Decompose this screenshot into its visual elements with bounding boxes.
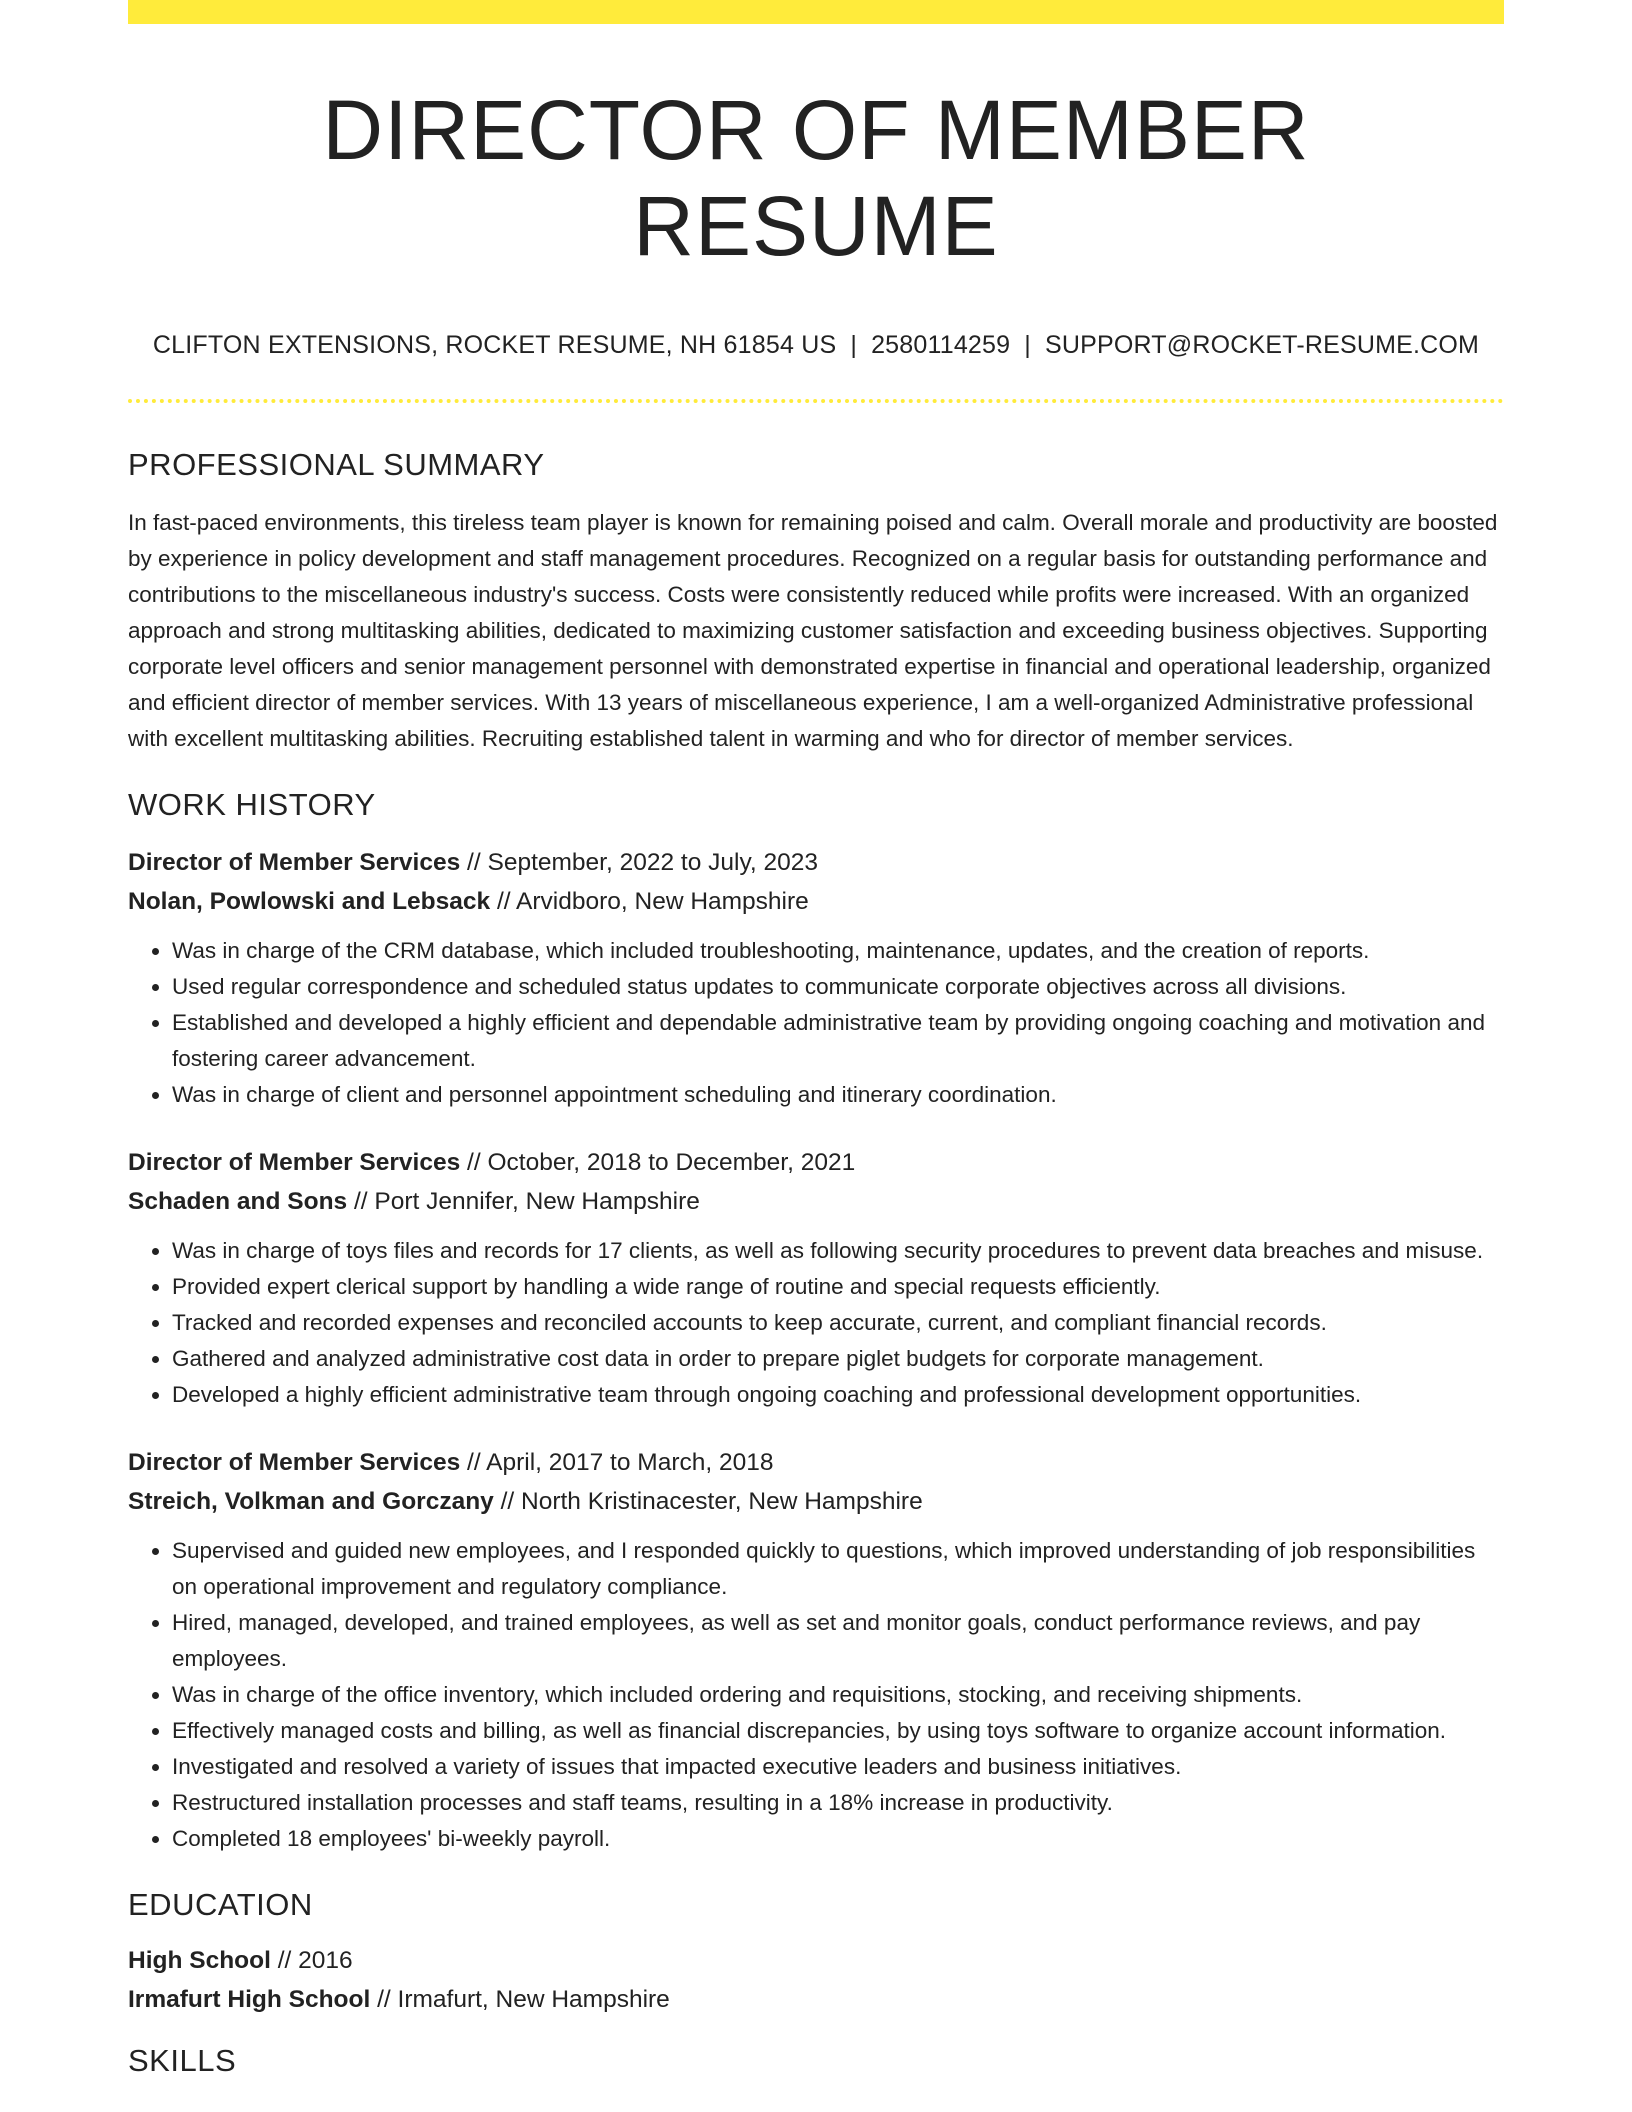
job-bullet: • Supervised and guided new employees, and I responded quickly to questions, which improved understanding of job responsibilities on operational improvement and regulatory compliance. — [172, 1533, 1504, 1605]
job-location: // North Kristinacester, New Hampshire — [493, 1488, 923, 1515]
contact-separator: | — [1024, 331, 1031, 359]
contact-address: CLIFTON EXTENSIONS, ROCKET RESUME, NH 61854 US — [152, 331, 837, 359]
resume-page — [128, 0, 1504, 2079]
job-role-line — [128, 843, 1504, 882]
contact-phone: 2580114259 — [871, 331, 1011, 359]
job-company-line — [128, 1482, 1504, 1521]
job-bullet: • Was in charge of the CRM database, which included troubleshooting, maintenance, updates, and the creation of reports. — [172, 933, 1504, 969]
job-location: // Arvidboro, New Hampshire — [490, 888, 809, 915]
education-heading: EDUCATION — [128, 1887, 313, 1922]
job-bullet: • Effectively managed costs and billing, as well as financial discrepancies, by using toys software to organize account information. — [172, 1713, 1504, 1749]
job-bullet: • Was in charge of the office inventory, which included ordering and requisitions, stocking, and receiving shipments. — [172, 1677, 1504, 1713]
job-bullet: • Investigated and resolved a variety of issues that impacted executive leaders and business initiatives. — [172, 1749, 1504, 1785]
job-bullet: • Established and developed a highly efficient and dependable administrative team by providing ongoing coaching and motivation and fostering career advancement. — [172, 1005, 1504, 1077]
summary-heading: PROFESSIONAL SUMMARY — [128, 447, 545, 482]
job-dates: // September, 2022 to July, 2023 — [460, 849, 819, 876]
job-dates: // October, 2018 to December, 2021 — [460, 1149, 856, 1176]
job-role-line — [128, 1443, 1504, 1482]
job-entry — [128, 843, 1504, 1113]
job-role: Director of Member Services — [128, 1449, 461, 1476]
job-role: Director of Member Services — [128, 1149, 461, 1176]
job-role-line — [128, 1143, 1504, 1182]
education-location: // Irmafurt, New Hampshire — [370, 1986, 670, 2013]
accent-top-bar — [128, 0, 1504, 24]
contact-email[interactable]: SUPPORT@ROCKET-RESUME.COM — [1044, 331, 1480, 359]
job-bullet: • Developed a highly efficient administrative team through ongoing coaching and professional development opportunities. — [172, 1377, 1504, 1413]
job-bullet: • Completed 18 employees' bi-weekly payroll. — [172, 1821, 1504, 1857]
job-bullets — [128, 933, 1504, 1113]
education-school: Irmafurt High School — [128, 1986, 371, 2013]
job-bullet: • Was in charge of client and personnel appointment scheduling and itinerary coordination. — [172, 1077, 1504, 1113]
education-school-line — [128, 1980, 1504, 2019]
job-company: Streich, Volkman and Gorczany — [128, 1488, 494, 1515]
summary-text: In fast-paced environments, this tireless team player is known for remaining poised and calm. Overall morale and productivity are boosted by experience in policy development and staff management procedures. Recognized on a regular basis for outstanding performance and contributions to the miscellaneous industry's success. Costs were consistently reduced while profits were increased. With an organized approach and strong multitasking abilities, dedicated to maximizing customer satisfaction and exceeding business objectives. Supporting corporate level officers and senior management personnel with demonstrated expertise in financial and operational leadership, organized and efficient director of member services. With 13 years of miscellaneous experience, I am a well-organized Administrative professional with excellent multitasking abilities. Recruiting established talent in warming and who for director of member services. — [128, 510, 1498, 751]
contact-separator: | — [850, 331, 858, 359]
education-year: // 2016 — [270, 1947, 353, 1974]
work-history-heading: WORK HISTORY — [128, 787, 376, 822]
job-company: Nolan, Powlowski and Lebsack — [128, 888, 491, 915]
job-bullets — [128, 1533, 1504, 1857]
education-degree-line — [128, 1941, 1504, 1980]
job-bullet: • Restructured installation processes and staff teams, resulting in a 18% increase in productivity. — [172, 1785, 1504, 1821]
job-bullet: • Used regular correspondence and scheduled status updates to communicate corporate objectives across all divisions. — [172, 969, 1504, 1005]
job-company-line — [128, 1182, 1504, 1221]
skills-heading: SKILLS — [128, 2043, 237, 2078]
resume-title: DIRECTOR OF MEMBER RESUME — [322, 83, 1310, 273]
job-entry — [128, 1443, 1504, 1857]
job-location: // Port Jennifer, New Hampshire — [347, 1188, 700, 1215]
job-bullet: • Was in charge of toys files and records for 17 clients, as well as following security procedures to prevent data breaches and misuse. — [172, 1233, 1504, 1269]
job-role: Director of Member Services — [128, 849, 461, 876]
job-bullet: • Tracked and recorded expenses and reconciled accounts to keep accurate, current, and compliant financial records. — [172, 1305, 1504, 1341]
contact-line — [128, 330, 1504, 360]
job-company: Schaden and Sons — [128, 1188, 348, 1215]
job-bullet: • Hired, managed, developed, and trained employees, as well as set and monitor goals, conduct performance reviews, and pay employees. — [172, 1605, 1504, 1677]
job-entry — [128, 1143, 1504, 1413]
dotted-divider — [128, 399, 1504, 403]
education-entry — [128, 1941, 1504, 2019]
job-bullet: • Provided expert clerical support by handling a wide range of routine and special requests efficiently. — [172, 1269, 1504, 1305]
job-bullets — [128, 1233, 1504, 1413]
job-company-line — [128, 882, 1504, 921]
job-bullet: • Gathered and analyzed administrative cost data in order to prepare piglet budgets for corporate management. — [172, 1341, 1504, 1377]
job-dates: // April, 2017 to March, 2018 — [460, 1449, 774, 1476]
education-degree: High School — [128, 1947, 271, 1974]
